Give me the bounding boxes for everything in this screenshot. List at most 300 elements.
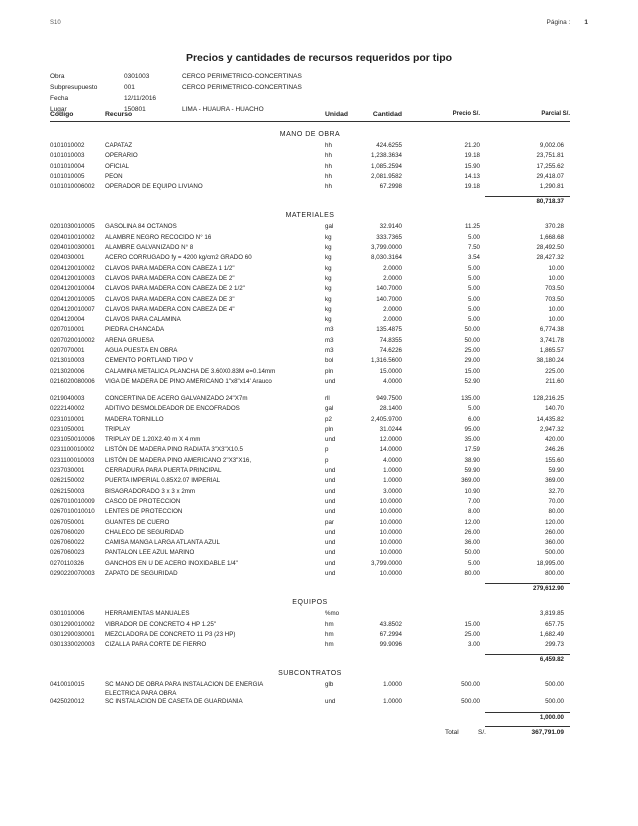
resource-code: 0216020080006 <box>50 377 95 385</box>
resource-partial: 211.60 <box>545 377 564 385</box>
resource-unit: rll <box>325 394 330 402</box>
subtotal-rule <box>485 196 570 197</box>
resource-unit: kg <box>325 274 332 282</box>
resource-partial: 155.60 <box>545 456 564 464</box>
resource-partial: 369.00 <box>545 477 564 485</box>
table-row <box>50 436 570 446</box>
table-row <box>50 416 570 426</box>
resource-code: 0267060023 <box>50 549 85 557</box>
resource-name: LISTÓN DE MADERA PINO AMERICANO 2"X3"X16, <box>105 456 252 464</box>
table-row <box>50 631 570 641</box>
subtotal-value: 6,459.82 <box>539 656 564 664</box>
resource-code: 0231010001 <box>50 415 85 423</box>
resource-qty: 2.0000 <box>383 274 402 282</box>
resource-qty: 1,238.3634 <box>371 152 402 160</box>
resource-partial: 1,682.49 <box>539 630 564 638</box>
resource-name: ACERO CORRUGADO fy = 4200 kg/cm2 GRADO 60 <box>105 254 252 262</box>
info-row-subpresupuesto <box>50 84 590 95</box>
resource-unit: kg <box>325 244 332 252</box>
resource-name: ALAMBRE GALVANIZADO N° 8 <box>105 244 194 252</box>
table-row <box>50 152 570 162</box>
subtotal-value: 80,718.37 <box>536 198 564 206</box>
resource-partial: 28,492.50 <box>536 244 564 252</box>
resource-unit: kg <box>325 233 332 241</box>
resource-name: CLAVOS PARA MADERA CON CABEZA DE 2 1/2" <box>105 285 245 293</box>
resource-qty: 135.4875 <box>376 326 402 334</box>
resource-unit: und <box>325 549 336 557</box>
page-indicator <box>547 19 588 26</box>
resource-price: 500.00 <box>461 698 480 706</box>
resource-price: 135.00 <box>461 394 480 402</box>
info-label: Lugar <box>50 106 67 113</box>
report-code: S10 <box>50 20 61 26</box>
resource-partial: 657.75 <box>545 620 564 628</box>
resource-qty: 67.2998 <box>379 183 402 191</box>
resource-price: 5.00 <box>467 295 480 303</box>
resource-price: 26.00 <box>464 528 480 536</box>
resource-partial: 1,865.57 <box>539 347 564 355</box>
resource-code: 0231100010002 <box>50 446 95 454</box>
resource-code: 0267010010009 <box>50 497 95 505</box>
resource-qty: 949.7500 <box>376 394 402 402</box>
resource-unit: und <box>325 436 336 444</box>
resource-code: 0290220070003 <box>50 569 95 577</box>
table-row <box>50 306 570 316</box>
resource-qty: 3,799.0000 <box>371 244 402 252</box>
resource-name: CLAVOS PARA CALAMINA <box>105 316 181 324</box>
section-title: SUBCONTRATOS <box>278 670 342 678</box>
resource-code: 0222140002 <box>50 405 85 413</box>
resource-code: 0231050001 <box>50 425 85 433</box>
resource-partial: 14,435.82 <box>536 415 564 423</box>
resource-qty: 2,081.9582 <box>371 172 402 180</box>
section-title: MANO DE OBRA <box>279 131 341 138</box>
resource-name: GANCHOS EN U DE ACERO INOXIDABLE 1/4" <box>105 559 238 567</box>
page-number: 1 <box>584 19 588 26</box>
table-row <box>50 570 570 580</box>
info-code: 0301003 <box>124 73 150 80</box>
info-code: 12/11/2016 <box>124 95 157 102</box>
resource-unit: gal <box>325 405 334 413</box>
resource-partial: 18,995.00 <box>536 559 564 567</box>
resource-code: 0301330020003 <box>50 641 95 649</box>
table-row <box>50 254 570 264</box>
resource-name: BISAGRADORADO 3 x 3 x 2mm <box>105 487 196 495</box>
resource-name: VIBRADOR DE CONCRETO 4 HP 1.25" <box>105 620 216 628</box>
total-label: Total <box>445 728 459 736</box>
resource-unit: und <box>325 467 336 475</box>
resource-unit: und <box>325 539 336 547</box>
resource-partial: 1,290.81 <box>539 183 564 191</box>
resource-partial: 1,668.68 <box>539 233 564 241</box>
table-row <box>50 316 570 326</box>
resource-qty: 10.0000 <box>379 539 402 547</box>
resource-unit: p <box>325 446 329 454</box>
table-row <box>50 477 570 487</box>
resource-name: ARENA GRUESA <box>105 336 154 344</box>
resource-unit: und <box>325 487 336 495</box>
page-label: Página : <box>546 19 571 26</box>
resource-unit: und <box>325 698 336 706</box>
resource-name: PUERTA IMPERIAL 0.85X2.07 IMPERIAL <box>105 477 221 485</box>
info-code: 150801 <box>124 106 146 113</box>
resource-qty: 2.0000 <box>383 305 402 313</box>
col-header-price: Precio S/. <box>452 111 480 117</box>
table-row <box>50 173 570 183</box>
table-row <box>50 326 570 336</box>
resource-price: 15.00 <box>464 367 480 375</box>
resource-name: CHALECO DE SEGURIDAD <box>105 528 184 536</box>
resource-partial: 703.50 <box>545 285 564 293</box>
resource-code: 0204120010005 <box>50 295 95 303</box>
info-row-fecha <box>50 95 590 106</box>
resource-code: 0101010002 <box>50 142 85 149</box>
table-row <box>50 285 570 295</box>
resource-qty: 10.0000 <box>379 549 402 557</box>
resource-qty: 74.6226 <box>379 347 402 355</box>
resource-unit: m3 <box>325 347 334 355</box>
resource-code: 0425020012 <box>50 698 85 706</box>
resource-qty: 10.0000 <box>379 508 402 516</box>
col-header-resource: Recurso <box>105 111 133 118</box>
resource-partial: 360.00 <box>545 539 564 547</box>
resource-code: 0270110326 <box>50 559 84 567</box>
resource-price: 50.00 <box>464 326 480 334</box>
resource-name: ALAMBRE NEGRO RECOCIDO N° 16 <box>105 233 212 241</box>
resource-name: TRIPLAY DE 1.20X2.40 m X 4 mm <box>105 436 201 444</box>
resource-partial: 140.70 <box>545 405 564 413</box>
resource-name: CLAVOS PARA MADERA CON CABEZA DE 2" <box>105 274 235 282</box>
info-row-obra <box>50 73 590 84</box>
resource-price: 12.00 <box>464 518 480 526</box>
resource-partial: 10.00 <box>548 316 564 324</box>
table-header <box>50 110 570 122</box>
resource-price: 5.00 <box>467 316 480 324</box>
resource-price: 80.00 <box>464 569 480 577</box>
table-row <box>50 698 570 708</box>
resource-qty: 333.7365 <box>376 233 402 241</box>
section-subtotal <box>50 580 570 594</box>
resource-partial: 299.73 <box>545 641 564 649</box>
resource-price: 21.20 <box>464 142 480 149</box>
info-desc: CERCO PERIMETRICO-CONCERTINAS <box>182 73 302 80</box>
resource-price: 3.54 <box>467 254 480 262</box>
resource-qty: 28.1400 <box>379 405 402 413</box>
resource-partial: 29,418.07 <box>536 172 564 180</box>
resource-name: PIEDRA CHANCADA <box>105 326 165 334</box>
resource-qty: 1,085.2594 <box>371 162 402 170</box>
resource-qty: 1,316.5600 <box>371 357 402 365</box>
resource-partial: 225.00 <box>545 367 564 375</box>
resource-price: 369.00 <box>461 477 480 485</box>
resource-name: SC INSTALACION DE CASETA DE GUARDIANIA <box>105 698 243 706</box>
resource-name: GUANTES DE CUERO <box>105 518 170 526</box>
resource-name: PANTALON LEE AZUL MARINO <box>105 549 195 557</box>
table-row <box>50 621 570 631</box>
resource-name: CIZALLA PARA CORTE DE FIERRO <box>105 641 207 649</box>
table-row <box>50 296 570 306</box>
total-value: 367,791.09 <box>531 728 564 736</box>
resource-unit: und <box>325 569 336 577</box>
resource-code: 0101010004 <box>50 162 85 170</box>
resource-name: ZAPATO DE SEGURIDAD <box>105 569 178 577</box>
resource-partial: 703.50 <box>545 295 564 303</box>
col-header-code: Código <box>50 111 74 118</box>
resource-code: 0204120010003 <box>50 274 95 282</box>
resource-unit: pln <box>325 367 334 375</box>
resource-price: 500.00 <box>461 681 480 689</box>
resource-name: HERRAMIENTAS MANUALES <box>105 610 190 618</box>
resource-qty: 140.7000 <box>376 295 402 303</box>
resource-unit: und <box>325 528 336 536</box>
table-row <box>50 519 570 529</box>
resource-name: PEON <box>105 172 123 180</box>
resource-name: CEMENTO PORTLAND TIPO V <box>105 357 194 365</box>
resource-code: 0204010010002 <box>50 233 95 241</box>
table-row <box>50 426 570 436</box>
resource-partial: 23,751.81 <box>536 152 564 160</box>
info-label: Obra <box>50 73 65 80</box>
resource-qty: 2.0000 <box>383 316 402 324</box>
resource-unit: und <box>325 497 336 505</box>
resource-unit: pln <box>325 425 334 433</box>
section-subtotal <box>50 193 570 207</box>
resource-qty: 8,030.3164 <box>371 254 402 262</box>
table-row <box>50 549 570 559</box>
resource-code: 0301290030001 <box>50 630 95 638</box>
section-subtotal <box>50 651 570 665</box>
resource-unit: kg <box>325 316 332 324</box>
resource-price: 11.25 <box>464 223 480 231</box>
resource-name: CERRADURA PARA PUERTA PRINCIPAL <box>105 467 222 475</box>
table-row <box>50 347 570 357</box>
resource-qty: 424.6255 <box>376 142 402 149</box>
info-label: Fecha <box>50 95 69 102</box>
resource-partial: 80.00 <box>548 508 564 516</box>
resource-code: 0201030010005 <box>50 223 95 231</box>
resource-price: 8.00 <box>467 508 480 516</box>
resource-price: 5.00 <box>467 285 480 293</box>
resource-partial: 500.00 <box>545 698 564 706</box>
resource-code: 0101010005 <box>50 172 85 180</box>
resource-unit: hm <box>325 641 334 649</box>
resource-qty: 2.0000 <box>383 264 402 272</box>
resource-price: 36.00 <box>464 539 480 547</box>
resource-price: 19.18 <box>464 183 480 191</box>
resource-qty: 32.9140 <box>379 223 402 231</box>
resource-unit: und <box>325 477 336 485</box>
resource-partial: 128,216.25 <box>533 394 564 402</box>
resource-partial: 800.00 <box>545 569 564 577</box>
resource-code: 0262150003 <box>50 487 85 495</box>
resource-qty: 31.0244 <box>379 425 402 433</box>
resource-name: CLAVOS PARA MADERA CON CABEZA DE 4" <box>105 305 235 313</box>
resource-code: 0204010030001 <box>50 244 95 252</box>
resource-price: 25.00 <box>464 347 480 355</box>
table-row <box>50 681 570 698</box>
resource-unit: hh <box>325 152 332 160</box>
table-row <box>50 446 570 456</box>
subtotal-rule <box>485 712 570 713</box>
resource-partial: 32.70 <box>548 487 564 495</box>
resource-unit: kg <box>325 254 332 262</box>
resource-unit: p <box>325 456 329 464</box>
resource-code: 0410010015 <box>50 681 85 689</box>
resource-name: CALAMINA METALICA PLANCHA DE 3.60X0.83M e=0.14mm <box>105 367 276 375</box>
resource-unit: hm <box>325 620 334 628</box>
resource-price: 15.00 <box>464 620 480 628</box>
resource-partial: 3,741.78 <box>539 336 564 344</box>
resource-qty: 1.0000 <box>383 698 402 706</box>
resource-partial: 10.00 <box>548 305 564 313</box>
table-row <box>50 405 570 415</box>
resource-name: CLAVOS PARA MADERA CON CABEZA 1 1/2" <box>105 264 235 272</box>
resource-qty: 67.2994 <box>379 630 402 638</box>
resource-unit: p2 <box>325 415 332 423</box>
section-subtotal <box>50 709 570 723</box>
subtotal-value: 1,000.00 <box>539 713 564 721</box>
info-code: 001 <box>124 84 135 91</box>
subtotal-rule <box>485 583 570 584</box>
resource-partial: 70.00 <box>548 497 564 505</box>
resource-unit: hh <box>325 142 332 149</box>
col-header-unit: Unidad <box>325 111 349 118</box>
resource-partial: 120.00 <box>545 518 564 526</box>
resource-unit: kg <box>325 305 332 313</box>
resource-unit: par <box>325 518 334 526</box>
section-title: EQUIPOS <box>292 599 328 607</box>
info-desc: LIMA - HUAURA - HUACHO <box>182 106 264 113</box>
table-row <box>50 275 570 285</box>
subtotal-rule <box>485 654 570 655</box>
resource-price: 7.50 <box>467 244 480 252</box>
resource-qty: 1.0000 <box>383 477 402 485</box>
table-row <box>50 265 570 275</box>
resource-price: 52.90 <box>464 377 480 385</box>
resource-name: CONCERTINA DE ACERO GALVANIZADO 24"X7m <box>105 394 248 402</box>
resource-price: 5.00 <box>467 233 480 241</box>
resource-qty: 10.0000 <box>379 528 402 536</box>
resource-price: 14.13 <box>464 172 480 180</box>
resource-partial: 10.00 <box>548 274 564 282</box>
resource-code: 0231100010003 <box>50 456 95 464</box>
resource-partial: 17,255.62 <box>536 162 564 170</box>
table-row <box>50 457 570 467</box>
resource-price: 95.00 <box>464 425 480 433</box>
resource-name: MADERA TORNILLO <box>105 415 164 423</box>
resource-unit: hh <box>325 162 332 170</box>
table-row <box>50 357 570 367</box>
table-row <box>50 223 570 233</box>
info-desc: CERCO PERIMETRICO-CONCERTINAS <box>182 84 302 91</box>
table-row <box>50 560 570 570</box>
resource-price: 5.00 <box>467 405 480 413</box>
resource-code: 0204120010007 <box>50 305 95 313</box>
resource-partial: 3,819.85 <box>539 610 564 618</box>
resource-price: 5.00 <box>467 305 480 313</box>
resource-qty: 10.0000 <box>379 569 402 577</box>
resource-price: 50.00 <box>464 336 480 344</box>
resource-code: 0101010003 <box>50 152 85 160</box>
resource-unit: m3 <box>325 336 334 344</box>
total-currency: S/. <box>478 728 486 736</box>
resource-unit: %mo <box>325 610 340 618</box>
resource-qty: 3.0000 <box>383 487 402 495</box>
resource-partial: 38,180.24 <box>536 357 564 365</box>
resource-price: 3.00 <box>467 641 480 649</box>
resource-unit: kg <box>325 264 332 272</box>
resource-qty: 74.8355 <box>379 336 402 344</box>
resource-code: 0101010006002 <box>50 183 95 191</box>
resource-qty: 1.0000 <box>383 681 402 689</box>
resource-name: OPERADOR DE EQUIPO LIVIANO <box>105 183 203 191</box>
resource-code: 0267050001 <box>50 518 85 526</box>
resource-unit: hm <box>325 630 334 638</box>
resource-partial: 9,002.06 <box>539 142 564 149</box>
resource-qty: 3,799.0000 <box>371 559 402 567</box>
resource-qty: 12.0000 <box>379 436 402 444</box>
resource-qty: 10.0000 <box>379 497 402 505</box>
resource-partial: 2,947.32 <box>539 425 564 433</box>
resource-name: ADITIVO DESMOLDEADOR DE ENCOFRADOS <box>105 405 240 413</box>
resource-price: 5.00 <box>467 264 480 272</box>
resource-name: LISTÓN DE MADERA PINO RADIATA 3"X3"X10.5 <box>105 446 243 454</box>
table-row <box>50 234 570 244</box>
resource-partial: 260.00 <box>545 528 564 536</box>
resource-price: 5.00 <box>467 274 480 282</box>
resource-price: 7.00 <box>467 497 480 505</box>
table-row <box>50 244 570 254</box>
resource-price: 10.90 <box>464 487 480 495</box>
resource-code: 0204120004 <box>50 316 85 324</box>
total-rule <box>485 726 570 727</box>
resource-price: 15.90 <box>464 162 480 170</box>
resource-unit: und <box>325 559 336 567</box>
resource-name: GASOLINA 84 OCTANOS <box>105 223 177 231</box>
section-title: MATERIALES <box>285 212 335 220</box>
resource-name: CAMISA MANGA LARGA ATLANTA AZUL <box>105 539 220 547</box>
table-row <box>50 488 570 498</box>
table-row <box>50 395 570 405</box>
resource-code: 0237030001 <box>50 467 85 475</box>
resource-name: TRIPLAY <box>105 425 131 433</box>
resource-price: 29.00 <box>464 357 480 365</box>
resource-price: 6.00 <box>467 415 480 423</box>
resource-name: AGUA PUESTA EN OBRA <box>105 347 178 355</box>
resource-partial: 370.28 <box>545 223 564 231</box>
resource-unit: glb <box>325 681 334 689</box>
table-row <box>50 378 570 395</box>
table-row <box>50 337 570 347</box>
resource-name: LENTES DE PROTECCION <box>105 508 183 516</box>
resource-code: 0204120010004 <box>50 285 95 293</box>
resource-code: 0207010001 <box>50 326 85 334</box>
resource-unit: gal <box>325 223 334 231</box>
resource-name: OFICIAL <box>105 162 130 170</box>
table-row <box>50 498 570 508</box>
resource-qty: 14.0000 <box>379 446 402 454</box>
table-row <box>50 610 570 620</box>
resource-name: OPERARIO <box>105 152 138 160</box>
table-row <box>50 142 570 152</box>
resource-unit: kg <box>325 285 332 293</box>
table-row <box>50 163 570 173</box>
resource-qty: 99.9096 <box>379 641 402 649</box>
resource-code: 0207070001 <box>50 347 85 355</box>
resource-code: 0301010006 <box>50 610 85 618</box>
grand-total <box>50 725 570 739</box>
resource-code: 0231050010006 <box>50 436 95 444</box>
